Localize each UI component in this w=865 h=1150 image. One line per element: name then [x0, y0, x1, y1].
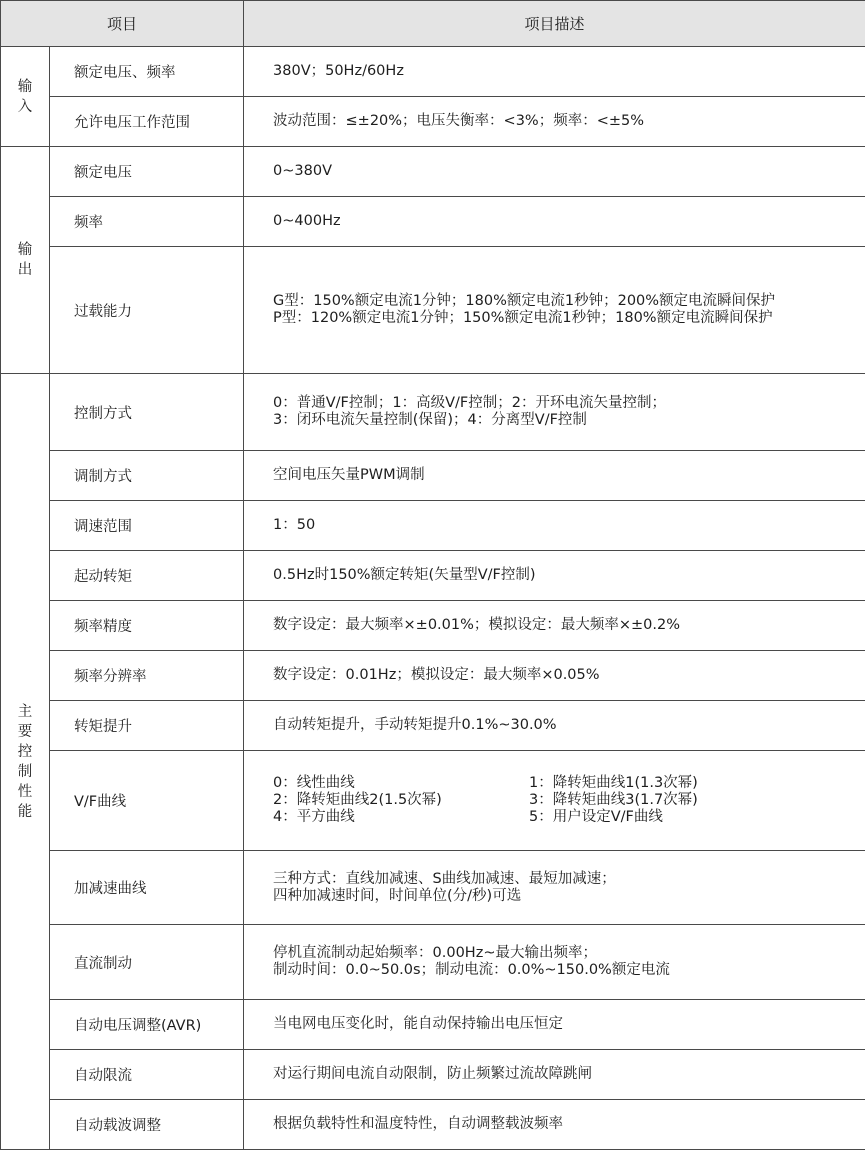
item-description: 0.5Hz时150%额定转矩(矢量型V/F控制) — [244, 551, 865, 601]
vf-option: 1：降转矩曲线1(1.3次幂) — [529, 775, 855, 792]
item-label: 调制方式 — [50, 451, 244, 501]
item-label: V/F曲线 — [50, 751, 244, 851]
table-row — [1, 1000, 865, 1050]
item-label: 自动载波调整 — [50, 1100, 244, 1150]
item-description: 根据负载特性和温度特性，自动调整载波频率 — [244, 1100, 865, 1150]
item-description: 1：50 — [244, 501, 865, 551]
vf-curve-options — [273, 775, 855, 826]
item-label: 自动电压调整(AVR) — [50, 1000, 244, 1050]
vf-option: 3：降转矩曲线3(1.7次幂) — [529, 792, 855, 809]
vf-option: 4：平方曲线 — [273, 809, 529, 826]
table-row — [1, 751, 865, 851]
item-label: 允许电压工作范围 — [50, 97, 244, 147]
desc-line: G型：150%额定电流1分钟；180%额定电流1秒钟；200%额定电流瞬间保护 — [273, 293, 833, 310]
item-description — [244, 925, 865, 1000]
desc-line: 制动时间：0.0~50.0s；制动电流：0.0%~150.0%额定电流 — [273, 962, 855, 979]
item-description: 380V；50Hz/60Hz — [244, 47, 865, 97]
item-label: 自动限流 — [50, 1050, 244, 1100]
table-row — [1, 1050, 865, 1100]
item-description — [244, 247, 865, 374]
table-row — [1, 925, 865, 1000]
item-label: 额定电压 — [50, 147, 244, 197]
item-description: 当电网电压变化时，能自动保持输出电压恒定 — [244, 1000, 865, 1050]
group-control: 主要控制性能 — [1, 374, 50, 1150]
table-row — [1, 551, 865, 601]
item-label: 控制方式 — [50, 374, 244, 451]
table-row — [1, 451, 865, 501]
item-label: 起动转矩 — [50, 551, 244, 601]
vf-option: 0：线性曲线 — [273, 775, 529, 792]
item-description: 数字设定：最大频率×±0.01%；模拟设定：最大频率×±0.2% — [244, 601, 865, 651]
header-description: 项目描述 — [244, 1, 865, 47]
item-description: 空间电压矢量PWM调制 — [244, 451, 865, 501]
item-description: 自动转矩提升，手动转矩提升0.1%~30.0% — [244, 701, 865, 751]
vf-option: 5：用户设定V/F曲线 — [529, 809, 855, 826]
item-description — [244, 751, 865, 851]
item-label: 频率 — [50, 197, 244, 247]
item-label: 频率精度 — [50, 601, 244, 651]
table-row — [1, 247, 865, 374]
item-description — [244, 374, 865, 451]
desc-line: 0：普通V/F控制；1：高级V/F控制；2：开环电流矢量控制； — [273, 395, 855, 412]
group-input: 输入 — [1, 47, 50, 147]
table-row — [1, 197, 865, 247]
item-label: 直流制动 — [50, 925, 244, 1000]
item-description: 对运行期间电流自动限制，防止频繁过流故障跳闸 — [244, 1050, 865, 1100]
vf-option: 2：降转矩曲线2(1.5次幂) — [273, 792, 529, 809]
header-row — [1, 1, 865, 47]
table-row — [1, 147, 865, 197]
item-description: 0~380V — [244, 147, 865, 197]
desc-line: P型：120%额定电流1分钟；150%额定电流1秒钟；180%额定电流瞬间保护 — [273, 310, 833, 327]
table-row — [1, 501, 865, 551]
item-description: 数字设定：0.01Hz；模拟设定：最大频率×0.05% — [244, 651, 865, 701]
item-label: 过载能力 — [50, 247, 244, 374]
item-description — [244, 851, 865, 925]
table-row — [1, 601, 865, 651]
table-row — [1, 97, 865, 147]
item-label: 加减速曲线 — [50, 851, 244, 925]
item-label: 调速范围 — [50, 501, 244, 551]
table-row — [1, 651, 865, 701]
item-label: 额定电压、频率 — [50, 47, 244, 97]
table-row — [1, 851, 865, 925]
item-description: 波动范围：≤±20%；电压失衡率：<3%；频率：<±5% — [244, 97, 865, 147]
desc-line: 停机直流制动起始频率：0.00Hz~最大输出频率； — [273, 945, 855, 962]
desc-line: 三种方式：直线加减速、S曲线加减速、最短加减速； — [273, 871, 855, 888]
item-label: 频率分辨率 — [50, 651, 244, 701]
desc-line: 四种加减速时间，时间单位(分/秒)可选 — [273, 888, 855, 905]
table-row — [1, 1100, 865, 1150]
table-row — [1, 374, 865, 451]
item-label: 转矩提升 — [50, 701, 244, 751]
item-description: 0~400Hz — [244, 197, 865, 247]
desc-line: 3：闭环电流矢量控制(保留)；4：分离型V/F控制 — [273, 412, 855, 429]
header-item: 项目 — [1, 1, 244, 47]
group-output: 输出 — [1, 147, 50, 374]
table-row — [1, 47, 865, 97]
table-row — [1, 701, 865, 751]
